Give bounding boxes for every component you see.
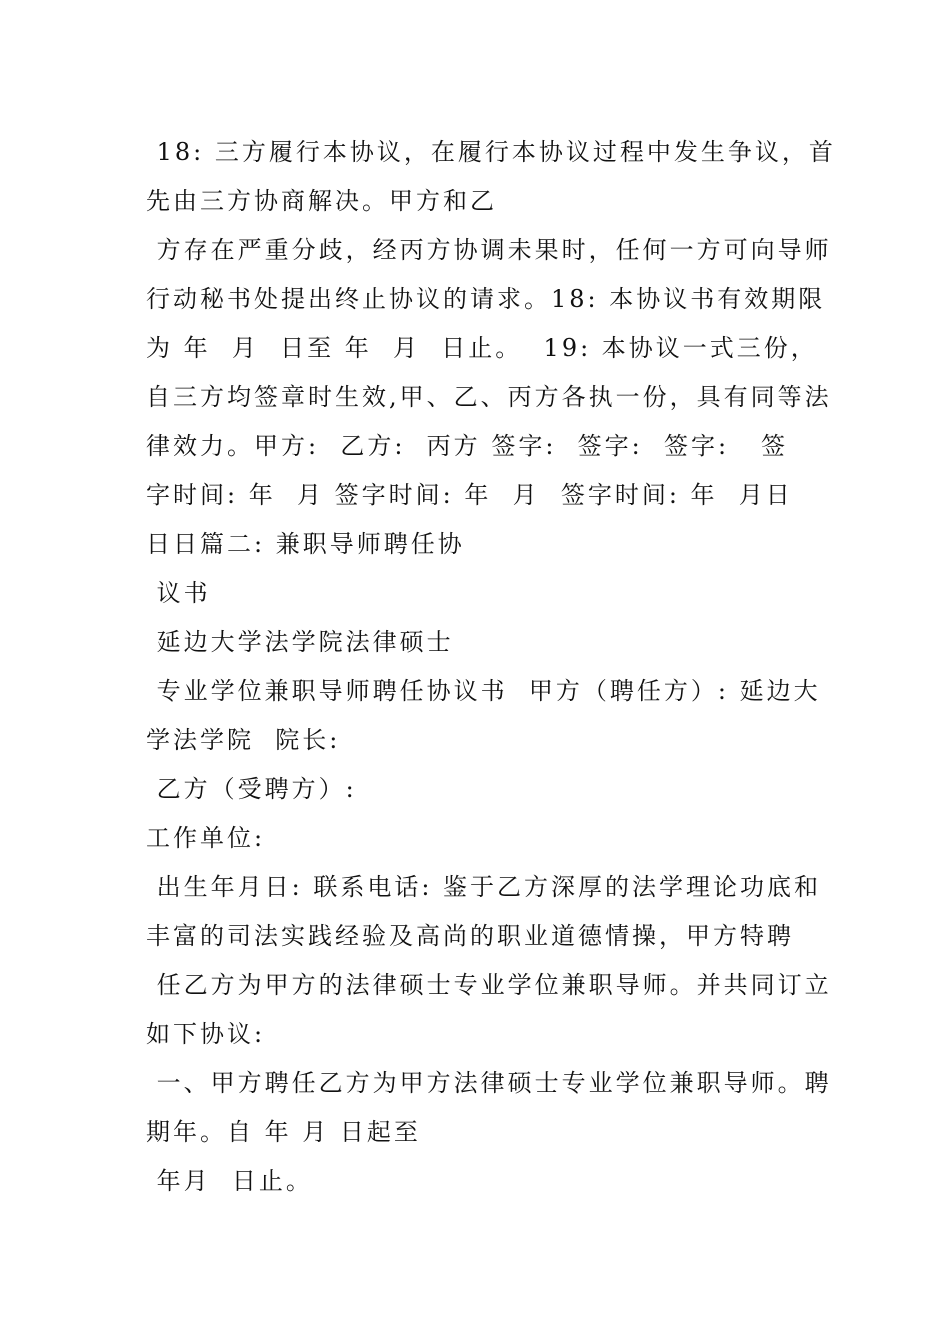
text-line: 年月 日止。	[146, 1167, 313, 1195]
text-line: 18: 三方履行本协议，在履行本协议过程中发生争议，首	[146, 138, 836, 166]
text-line: 方存在严重分歧，经丙方协调未果时，任何一方可向导师	[146, 236, 832, 264]
text-line: 工作单位:	[146, 824, 266, 852]
text-line: 专业学位兼职导师聘任协议书 甲方（聘任方）: 延边大	[146, 677, 821, 705]
text-line: 延边大学法学院法律硕士	[146, 628, 454, 656]
text-line: 丰富的司法实践经验及高尚的职业道德情操，甲方特聘	[146, 922, 794, 950]
text-line: 行动秘书处提出终止协议的请求。18: 本协议书有效期限	[146, 285, 826, 313]
text-line: 一、甲方聘任乙方为甲方法律硕士专业学位兼职导师。聘	[146, 1069, 832, 1097]
text-line: 先由三方协商解决。甲方和乙	[146, 187, 497, 215]
text-line: 日日篇二: 兼职导师聘任协	[146, 530, 465, 558]
text-line: 出生年月日: 联系电话: 鉴于乙方深厚的法学理论功底和	[146, 873, 822, 901]
document-body	[146, 128, 836, 1206]
text-line: 期年。自 年 月 日起至	[146, 1118, 421, 1146]
text-line: 自三方均签章时生效,甲、乙、丙方各执一份，具有同等法	[146, 383, 832, 411]
text-line: 任乙方为甲方的法律硕士专业学位兼职导师。并共同订立	[146, 971, 832, 999]
text-line: 律效力。甲方: 乙方: 丙方 签字: 签字: 签字: 签	[146, 432, 788, 460]
text-line: 如下协议:	[146, 1020, 266, 1048]
text-line: 议书	[146, 579, 211, 607]
text-line: 为 年 月 日至 年 月 日止。 19: 本协议一式三份，	[146, 334, 818, 362]
text-line: 乙方（受聘方）:	[146, 775, 357, 803]
text-line: 字时间: 年 月 签字时间: 年 月 签字时间: 年 月日	[146, 481, 793, 509]
text-line: 学法学院 院长:	[146, 726, 341, 754]
